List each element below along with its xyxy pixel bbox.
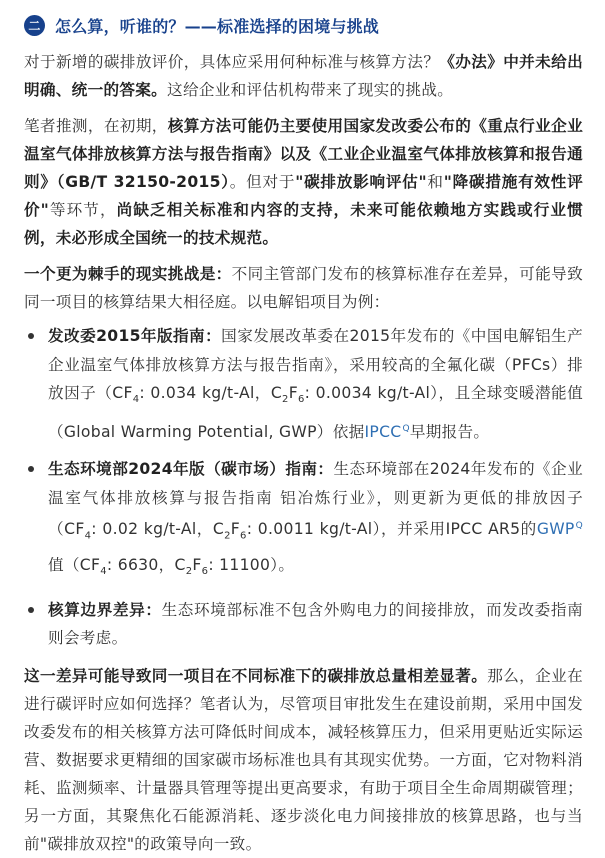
emphasis: 生态环境部2024年版（碳市场）指南： [48,460,334,479]
bullet-dot [28,333,34,339]
emphasis: 一个更为棘手的现实挑战是： [24,265,232,283]
paragraph-intro: 对于新增的碳排放评价，具体应采用何种标准与核算方法？《办法》中并未给出明确、统一的答案。这给企业和评估机构带来了现实的挑战。 [24,53,583,99]
emphasis: 发改委2015年版指南： [48,327,222,345]
emphasis: 《办法》中并未给出明确、统一的答案。 [24,53,583,99]
paragraph-challenge: 一个更为棘手的现实挑战是：不同主管部门发布的核算标准存在差异，可能导致同一项目的核算结果大相径庭。以电解铝项目为例： [24,265,583,311]
section-title: 怎么算，听谁的？——标准选择的困境与挑战 [55,16,380,36]
search-icon[interactable]: Q [402,423,410,434]
gwp-link[interactable]: GWP [536,520,575,539]
emphasis: 这一差异可能导致同一项目在不同标准下的碳排放总量相差显著。 [24,666,488,685]
list-item: 核算边界差异：生态环境部标准不包含外购电力的间接排放，而发改委指南则会考虑。 [24,596,583,653]
list-item: 发改委2015年版指南：国家发展改革委在2015年发布的《中国电解铝生产企业温室气体排放核算方法与报告指南》，采用较高的全氟化碳（PFCs）排放因子（$CF_4$: 0.034 kg/t-Al，$C_2F_6$: 0.0034 kg/t-Al），且全球变暖潜能值（Global Warming Potential, GWP）依据$IPCC^Q$早期报告。 [24,322,583,446]
ipcc-link[interactable]: IPCC [364,422,402,441]
list-item: 生态环境部2024年版（碳市场）指南：生态环境部在2024年发布的《企业温室气体排放核算与报告指南 铝冶炼行业》，则更新为更低的排放因子（$CF_4$: 0.02 kg/t-Al，$C_2F_6$: 0.0011 kg/t-Al），并采用IPCC AR5的$GWP^Q$值（$CF_4$: 6630，$C_2F_6$: 11100）。 [24,455,583,586]
paragraph-conclusion: 这一差异可能导致同一项目在不同标准下的碳排放总量相差显著。那么，企业在进行碳评时应如何选择？笔者认为，尽管项目审批发生在建设前期，采用中国发改委发布的相关核算方法可降低时间成本，减轻核算压力，但采用更贴近实际运营、数据要求更精细的国家碳市场标准也具有其现实优势。一方面，它对物料消耗、监测频率、计量器具管理等提出更高要求，有助于项目全生命周期碳管理；另一方面，其聚焦化石能源消耗、逐步淡化电力间接排放的核算思路，也与当前"碳排放双控"的政策导向一致。 [24,666,583,853]
bullet-dot [28,466,34,472]
emphasis: 核算边界差异： [48,600,162,619]
emphasis: "降碳措施有效性评价" [24,173,584,219]
emphasis: 尚缺乏相关标准和内容的支持，未来可能依赖地方实践或行业惯例，未必形成全国统一的技术规范。 [24,201,583,247]
search-icon[interactable]: Q [575,521,584,532]
section-heading [24,0,583,46]
emphasis: 核算方法可能仍主要使用国家发改委公布的《重点行业企业温室气体排放核算方法与报告指南》以及《工业企业温室气体排放核算和报告通则》（GB/T 32150-2015） [24,117,583,191]
emphasis: "碳排放影响评估" [295,173,427,191]
bullet-dot [28,607,34,613]
bullet-list [24,322,583,653]
paragraph-speculation: 笔者推测，在初期，核算方法可能仍主要使用国家发改委公布的《重点行业企业温室气体排放核算方法与报告指南》以及《工业企业温室气体排放核算和报告通则》（GB/T 32150-2015）。但对于"碳排放影响评估"和"降碳措施有效性评价"等环节，尚缺乏相关标准和内容的支持，未来可能依赖地方实践或行业惯例，未必形成全国统一的技术规范。 [24,117,584,247]
section-number-badge: 二 [24,15,45,36]
